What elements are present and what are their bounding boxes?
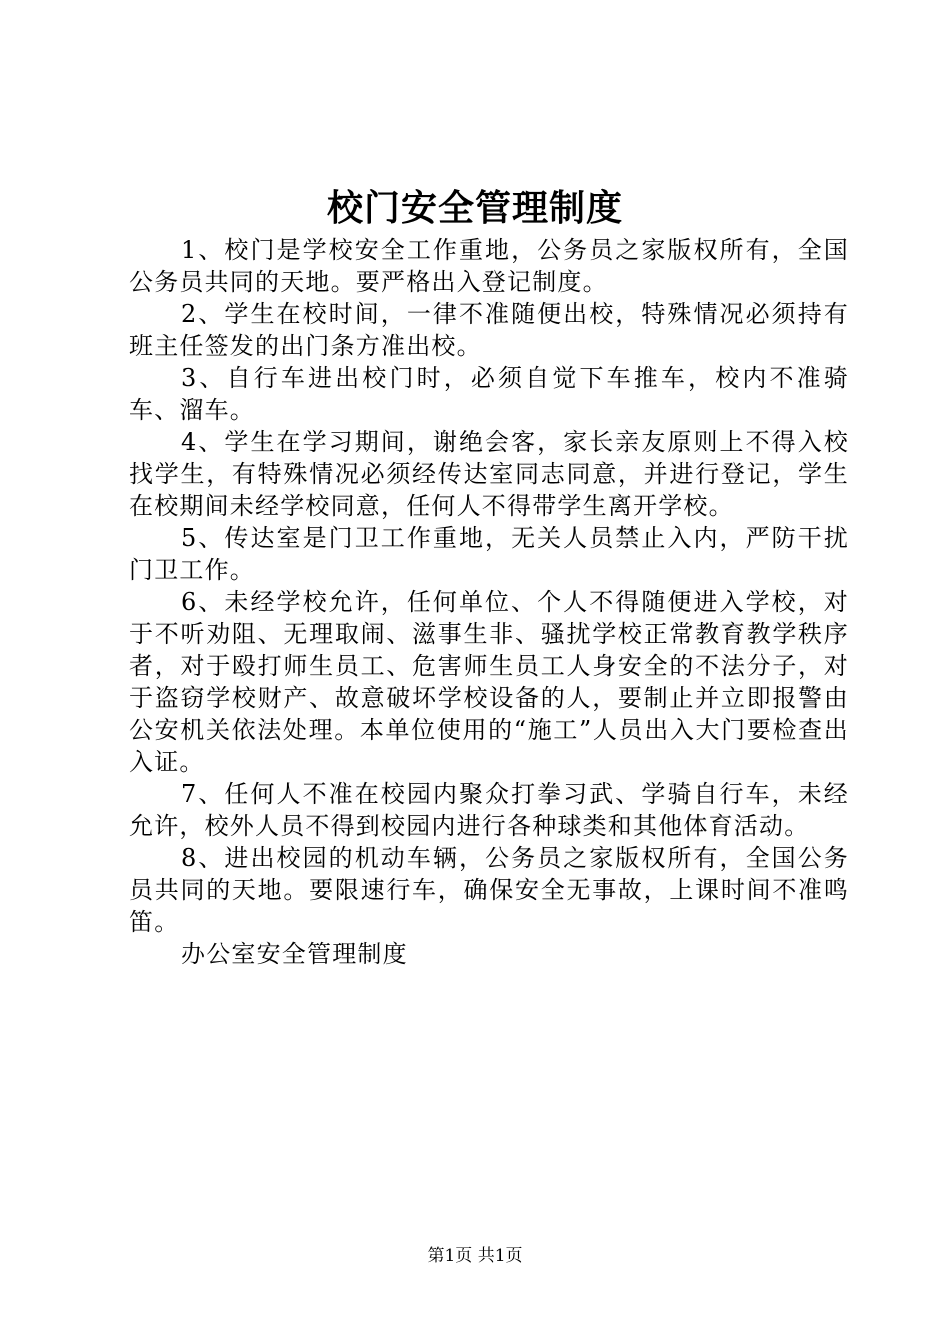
paragraph-2: 2、学生在校时间，一律不准随便出校，特殊情况必须持有班主任签发的出门条方准出校。 [129, 300, 849, 360]
page-footer: 第1页 共1页 [427, 1246, 523, 1266]
paragraph-6: 6、未经学校允许，任何单位、个人不得随便进入学校，对于不听劝阻、无理取闹、滋事生非、骚扰学校正常教育教学秩序者，对于殴打师生员工、危害师生员工人身安全的不法分子，对于盗窃学校财产、故意破坏学校设备的人，要制止并立即报警由公安机关依法处理。本单位使用的“施工”人员出入大门要检查出入证。 [129, 588, 849, 776]
paragraph-3: 3、自行车进出校门时，必须自觉下车推车，校内不准骑车、溜车。 [129, 364, 849, 424]
paragraph-4: 4、学生在学习期间，谢绝会客，家长亲友原则上不得入校找学生，有特殊情况必须经传达室同志同意，并进行登记，学生在校期间未经学校同意，任何人不得带学生离开学校。 [129, 428, 849, 520]
closing-heading: 办公室安全管理制度 [181, 940, 408, 968]
document-body [129, 234, 849, 970]
paragraph-8: 8、进出校园的机动车辆，公务员之家版权所有，全国公务员共同的天地。要限速行车，确保安全无事故，上课时间不准鸣笛。 [129, 844, 849, 936]
paragraph-5: 5、传达室是门卫工作重地，无关人员禁止入内，严防干扰门卫工作。 [129, 524, 849, 584]
paragraph-1: 1、校门是学校安全工作重地，公务员之家版权所有，全国公务员共同的天地。要严格出入登记制度。 [129, 236, 849, 296]
document-title: 校门安全管理制度 [326, 187, 623, 229]
paragraph-7: 7、任何人不准在校园内聚众打拳习武、学骑自行车，未经允许，校外人员不得到校园内进行各种球类和其他体育活动。 [129, 780, 849, 840]
